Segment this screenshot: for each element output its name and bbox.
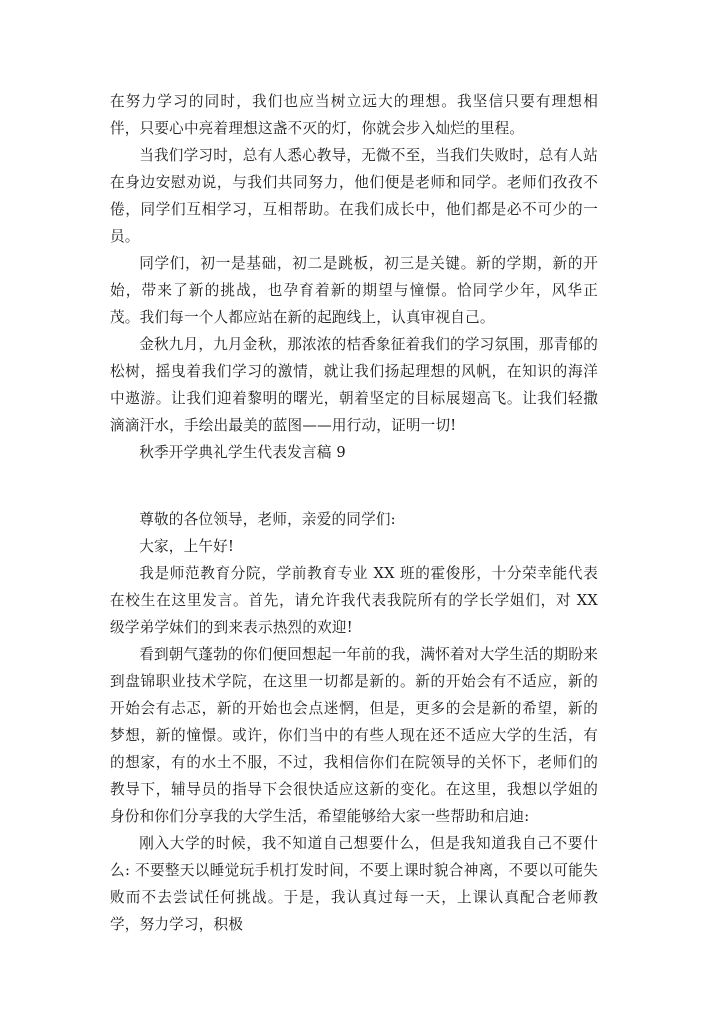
spacer xyxy=(110,466,598,506)
greeting: 大家，上午好! xyxy=(139,538,235,555)
paragraph-memories: 看到朝气蓬勃的你们便回想起一年前的我，满怀着对大学生活的期盼来到盘锦职业技术学院，在这里一切都是新的。新的开始会有不适应，新的开始会有忐忑，新的开始也会点迷惘，但是，更多的会是新的希望，新的梦想，新的憧憬。或许，你们当中的有些人现在还不适应大学的生活，有的想家，有的水土不服，不过，我相信你们在院领导的关怀下，老师们的教导下，辅导员的指导下会很快适应这新的变化。在这里，我想以学姐的身份和你们分享我的大学生活，希望能够给大家一些帮助和启迪: xyxy=(110,646,598,825)
document-page xyxy=(110,88,598,938)
salutation: 尊敬的各位领导，老师，亲爱的同学们: xyxy=(139,511,396,528)
paragraph-new-semester: 同学们，初一是基础，初二是跳板，初三是关键。新的学期，新的开始，带来了新的挑战，也孕育着新的期望与憧憬。恰同学少年，风华正茂。我们每一个人都应站在新的起跑线上，认真审视自己。 xyxy=(110,255,598,326)
section-title: 秋季开学典礼学生代表发言稿 9 xyxy=(139,444,346,461)
paragraph-introduction: 我是师范教育分院，学前教育专业 XX 班的霍俊彤，十分荣幸能代表在校生在这里发言。首先，请允许我代表我院所有的学长学姐们，对 XX 级学弟学妹们的到来表示热烈的欢迎! xyxy=(110,565,598,636)
paragraph-teachers-classmates: 当我们学习时，总有人悉心教导，无微不至，当我们失败时，总有人站在身边安慰劝说，与我们共同努力，他们便是老师和同学。老师们孜孜不倦，同学们互相学习，互相帮助。在我们成长中，他们都是必不可少的一员。 xyxy=(110,147,598,245)
paragraph-college-start: 刚入大学的时候，我不知道自己想要什么，但是我知道我自己不要什么: 不要整天以睡觉玩手机打发时间，不要上课时貌合神离，不要以可能失败而不去尝试任何挑战。于是，我认真过每一天，上课认真配合老师教学，努力学习，积极 xyxy=(110,835,598,933)
paragraph-golden-autumn: 金秋九月，九月金秋，那浓浓的桔香象征着我们的学习氛围，那青郁的松树，摇曳着我们学习的激情，就让我们扬起理想的风帆，在知识的海洋中遨游。让我们迎着黎明的曙光，朝着坚定的目标展翅高飞。让我们轻撒滴滴汗水，手绘出最美的蓝图——用行动，证明一切! xyxy=(110,336,598,434)
paragraph-ideal: 在努力学习的同时，我们也应当树立远大的理想。我坚信只要有理想相伴，只要心中亮着理想这盏不灭的灯，你就会步入灿烂的里程。 xyxy=(110,93,598,137)
